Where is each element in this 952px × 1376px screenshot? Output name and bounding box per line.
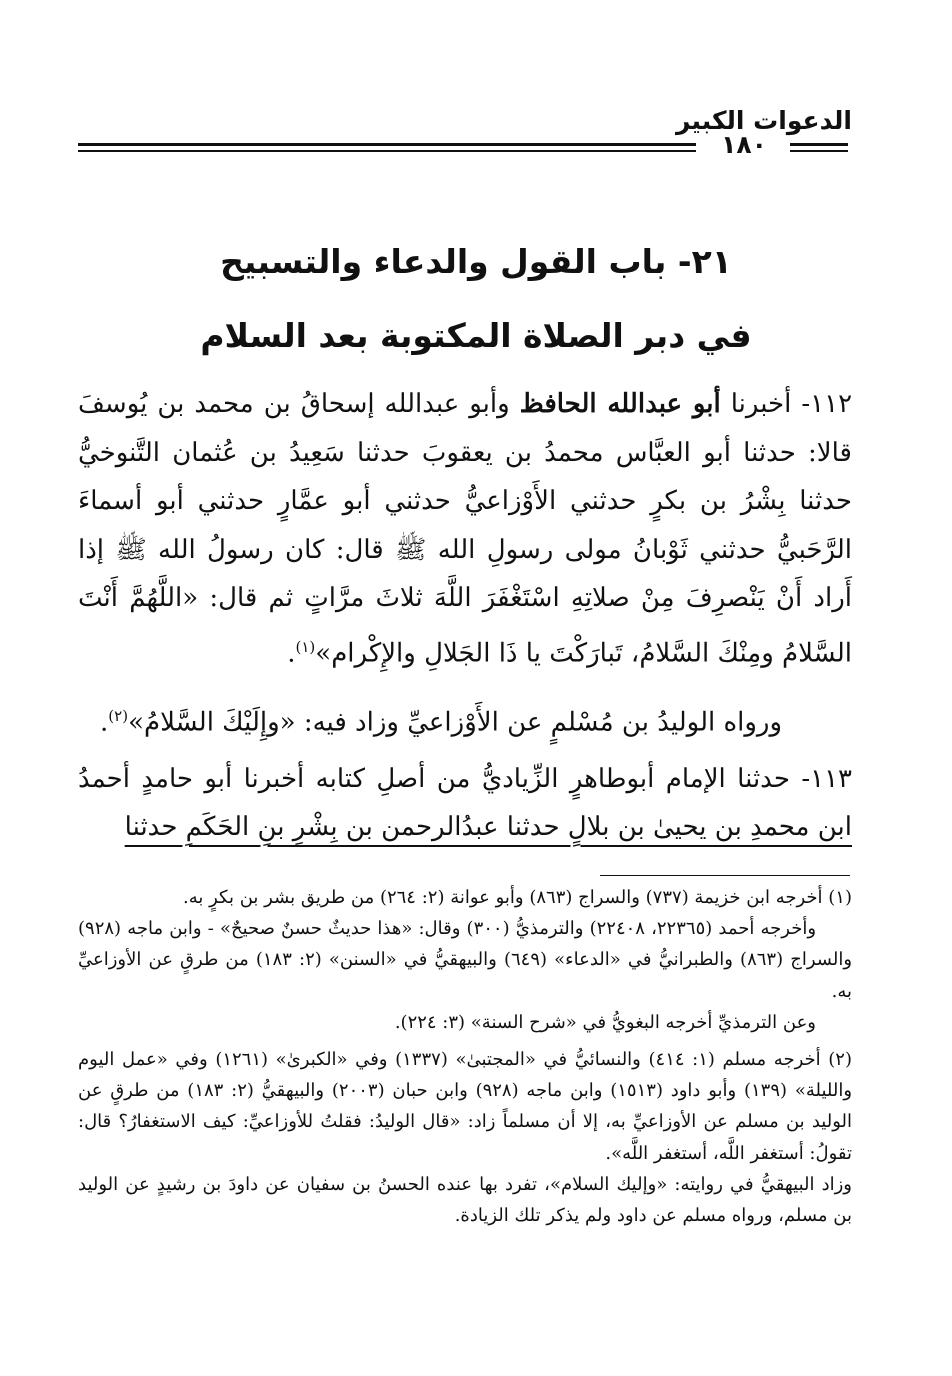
hadith-number: ١١٢-: [801, 389, 853, 419]
chapter-title-line-1: ٢١- باب القول والدعاء والتسبيح: [220, 242, 732, 281]
footnote-1: (١) أخرجه ابن خزيمة (٧٣٧) والسراج (٨٦٣) وأبو عوانة (٢: ٢٦٤) من طريق بشر بن بكرٍ به.: [183, 887, 852, 908]
hadith-end: .: [287, 638, 296, 669]
hadith-text-underlined: ابن محمدِ بن يحيىٰ بن بلالٍ حدثنا عبدُالرحمن بن بِشْرِ بنِ الحَكَمِ حدثنا: [124, 812, 852, 843]
footnote-ref-1: (١): [295, 637, 316, 656]
main-text: [78, 380, 852, 852]
narration-text: ورواه الوليدُ بن مُسْلمٍ عن الأَوْزاعيِّ وزاد فيه: «وإِلَيْكَ السَّلامُ»: [128, 707, 782, 738]
footnote-1-continued: وعن الترمذيِّ أخرجه البغويُّ في «شرح السنة» (٣: ٢٢٤).: [394, 1011, 816, 1033]
hadith-text: وأبو عبدالله إسحاقُ بن محمد بن يُوسفَ قالا: حدثنا أبو العبَّاس محمدُ بن يعقوبَ حدثنا سَعِيدُ بن عُثمان التَّنوخيُّ حدثنا بِشْرُ بن بكرٍ حدثني الأَوْزاعيُّ حدثني أبو عمَّارٍ حدثني أبو أسماءَ الرَّحَبيُّ حدثني ثَوْبانُ مولى رسولِ الله ﷺ قال: كان رسولُ الله ﷺ إذا أَراد أَنْ يَنْصرِفَ مِنْ صلاتِهِ اسْتَغْفَرَ اللَّهَ ثلاثَ مرَّاتٍ ثم قال: «اللَّهُمَّ أَنْتَ السَّلامُ ومِنْكَ السَّلامُ، تَبارَكْتَ يا ذَا الجَلالِ والإِكْرام»: [78, 389, 852, 669]
hadith-112: [78, 380, 852, 678]
footnote-2-continued: وزاد البيهقيُّ في روايته: «وإليك السلام»، تفرد بها عنده الحسنُ بن سفيان عن داودَ بن رشيدٍ عن الوليد بن مسلم، ورواه مسلم عن داود ولم يذكر تلك الزيادة.: [78, 1173, 852, 1227]
footnote-2: (٢) أخرجه مسلم (١: ٤١٤) والنسائيُّ في «المجتبىٰ» (١٣٣٧) وفي «الكبرىٰ» (١٢٦١) وفي «عمل اليوم والليلة» (١٣٩) وأبو داود (١٥١٣) وابن ماجه (٩٢٨) وابن حبان (٢٠٠٣) والبيهقيُّ (٢: ١٨٣) من طرقٍ عن الوليد بن مسلم عن الأوزاعيِّ به، إلا أن مسلماً زاد: «قال الوليدُ: فقلتُ للأوزاعيِّ: كيف الاستغفارُ؟ قال: تقولُ: أستغفر اللَّه، أستغفر اللَّه».: [78, 1049, 853, 1164]
running-header-book-title: الدعوات الكبير: [675, 106, 852, 135]
footnote-ref-2: (٢): [108, 706, 129, 725]
header-double-rule-short: [790, 143, 848, 152]
hadith-text: حدثنا الإمام أبوطاهرٍ الزِّياديُّ من أصلِ كتابه أخبرنا أبو حامدٍ أحمدُ: [78, 763, 790, 794]
page-number: ١٨٠: [721, 130, 767, 159]
footnote-1-continued: وأخرجه أحمد (٢٢٣٦٥، ٢٢٤٠٨) والترمذيُّ (٣٠٠) وقال: «هذا حديثٌ حسنٌ صحيحٌ» - وابن ماجه (٩٢٨) والسراج (٨٦٣) والطبرانيُّ في «الدعاء» (٦٤٩) والبيهقيُّ في «السنن» (٢: ١٨٣) من طرقٍ عن الأوزاعيِّ به.: [78, 918, 853, 1002]
hadith-number: ١١٣-: [801, 763, 853, 794]
header-double-rule: [78, 143, 696, 152]
footnotes: [78, 882, 852, 1231]
chapter-title-line-2: في دبر الصلاة المكتوبة بعد السلام: [200, 316, 752, 355]
hadith-text-start: أخبرنا: [730, 389, 792, 419]
chapter-heading: [100, 225, 852, 373]
hadith-113: [78, 755, 852, 852]
narrator-name-bold: أبو عبدالله الحافظ: [519, 389, 721, 419]
footnote-separator: [600, 875, 850, 876]
narration-note: [78, 692, 852, 747]
narration-end: .: [100, 707, 109, 738]
